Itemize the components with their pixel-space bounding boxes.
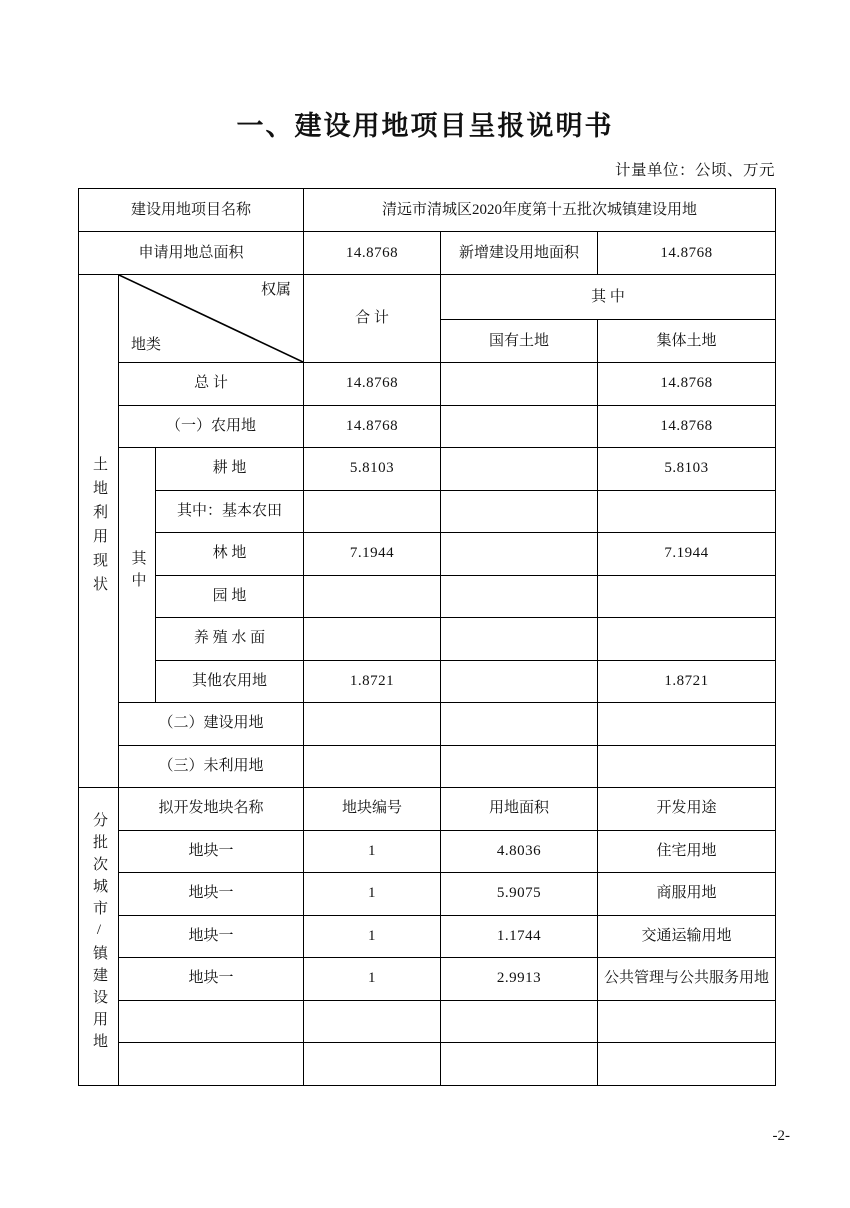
row-label: 其他农用地 <box>156 660 304 703</box>
diagonal-header-ownership: 权属 <box>260 282 291 298</box>
row-state <box>441 618 598 661</box>
column-header-group: 其 中 <box>441 275 776 320</box>
row-state <box>441 490 598 533</box>
table-row-project-name <box>79 189 776 232</box>
sub-section-label-among-text: 其中 <box>129 550 146 595</box>
total-area-label: 申请用地总面积 <box>79 232 304 275</box>
section-label-land-use-status-text: 土地利用现状 <box>91 456 107 601</box>
row-total: 14.8768 <box>304 405 441 448</box>
row-state <box>441 660 598 703</box>
plot-name: 地块一 <box>119 830 304 873</box>
plot-area: 1.1744 <box>441 915 598 958</box>
row-label: 耕 地 <box>156 448 304 491</box>
plot-use: 商服用地 <box>598 873 776 916</box>
plot-use <box>598 1000 776 1043</box>
row-state <box>441 745 598 788</box>
table-row <box>79 1043 776 1086</box>
row-total <box>304 745 441 788</box>
row-label: （三）未利用地 <box>119 745 304 788</box>
row-total <box>304 490 441 533</box>
plot-use: 交通运输用地 <box>598 915 776 958</box>
section-label-land-use-status <box>79 275 119 788</box>
table-row-batch-header <box>79 788 776 831</box>
new-construction-area-label: 新增建设用地面积 <box>441 232 598 275</box>
plot-area <box>441 1043 598 1086</box>
row-state <box>441 405 598 448</box>
plot-area: 4.8036 <box>441 830 598 873</box>
row-collective <box>598 490 776 533</box>
plot-name: 地块一 <box>119 873 304 916</box>
row-state <box>441 363 598 406</box>
row-label: 养 殖 水 面 <box>156 618 304 661</box>
project-name-value: 清远市清城区2020年度第十五批次城镇建设用地 <box>304 189 776 232</box>
plot-area <box>441 1000 598 1043</box>
row-label: 林 地 <box>156 533 304 576</box>
table-row <box>79 703 776 746</box>
row-collective: 7.1944 <box>598 533 776 576</box>
table-row <box>79 618 776 661</box>
row-total: 14.8768 <box>304 363 441 406</box>
section-label-batch-urban <box>79 788 119 1086</box>
row-total <box>304 618 441 661</box>
table-row-matrix-header-top <box>79 275 776 320</box>
row-total <box>304 703 441 746</box>
row-state <box>441 575 598 618</box>
sub-section-label-among <box>119 448 156 703</box>
table-row <box>79 363 776 406</box>
row-total: 7.1944 <box>304 533 441 576</box>
plot-name: 地块一 <box>119 915 304 958</box>
table-row <box>79 405 776 448</box>
row-total: 5.8103 <box>304 448 441 491</box>
row-state <box>441 533 598 576</box>
plot-name: 地块一 <box>119 958 304 1001</box>
row-total <box>304 575 441 618</box>
plot-area: 5.9075 <box>441 873 598 916</box>
diagonal-header-cell <box>119 275 304 363</box>
plot-code: 1 <box>304 958 441 1001</box>
plot-code: 1 <box>304 830 441 873</box>
row-label: 其中：基本农田 <box>156 490 304 533</box>
table-row <box>79 745 776 788</box>
row-collective <box>598 745 776 788</box>
plot-code: 1 <box>304 915 441 958</box>
measurement-unit-note: 计量单位：公顷、万元 <box>614 162 775 179</box>
column-header-state-land: 国有土地 <box>441 320 598 363</box>
row-collective: 14.8768 <box>598 363 776 406</box>
table-row <box>79 830 776 873</box>
plot-name <box>119 1000 304 1043</box>
column-header-total: 合 计 <box>304 275 441 363</box>
row-collective: 5.8103 <box>598 448 776 491</box>
row-state <box>441 448 598 491</box>
plot-use: 住宅用地 <box>598 830 776 873</box>
table-row <box>79 448 776 491</box>
column-header-plot-area: 用地面积 <box>441 788 598 831</box>
plot-code: 1 <box>304 873 441 916</box>
plot-name <box>119 1043 304 1086</box>
table-row-total-area <box>79 232 776 275</box>
row-collective: 14.8768 <box>598 405 776 448</box>
new-construction-area-value: 14.8768 <box>598 232 776 275</box>
table-row <box>79 1000 776 1043</box>
total-area-value: 14.8768 <box>304 232 441 275</box>
column-header-plot-code: 地块编号 <box>304 788 441 831</box>
row-total: 1.8721 <box>304 660 441 703</box>
table-row <box>79 533 776 576</box>
plot-code <box>304 1043 441 1086</box>
page-number: -2- <box>772 1128 790 1144</box>
row-collective: 1.8721 <box>598 660 776 703</box>
table-row <box>79 660 776 703</box>
plot-code <box>304 1000 441 1043</box>
row-label: （一）农用地 <box>119 405 304 448</box>
section-label-batch-urban-text: 分批次城市/镇建设用地 <box>91 811 107 1055</box>
land-use-report-table <box>78 188 776 1086</box>
main-table-wrapper <box>78 188 775 1086</box>
plot-use: 公共管理与公共服务用地 <box>598 958 776 1001</box>
row-collective <box>598 575 776 618</box>
row-label: （二）建设用地 <box>119 703 304 746</box>
project-name-label: 建设用地项目名称 <box>79 189 304 232</box>
column-header-plot-name: 拟开发地块名称 <box>119 788 304 831</box>
table-row <box>79 490 776 533</box>
column-header-plot-use: 开发用途 <box>598 788 776 831</box>
row-label: 园 地 <box>156 575 304 618</box>
column-header-collective-land: 集体土地 <box>598 320 776 363</box>
diagonal-header-landtype: 地类 <box>131 337 162 354</box>
row-state <box>441 703 598 746</box>
table-row <box>79 575 776 618</box>
plot-use <box>598 1043 776 1086</box>
row-label: 总 计 <box>119 363 304 406</box>
row-collective <box>598 618 776 661</box>
table-row <box>79 915 776 958</box>
row-collective <box>598 703 776 746</box>
page-title: 一、建设用地项目呈报说明书 <box>236 111 614 141</box>
table-row <box>79 873 776 916</box>
plot-area: 2.9913 <box>441 958 598 1001</box>
table-row <box>79 958 776 1001</box>
